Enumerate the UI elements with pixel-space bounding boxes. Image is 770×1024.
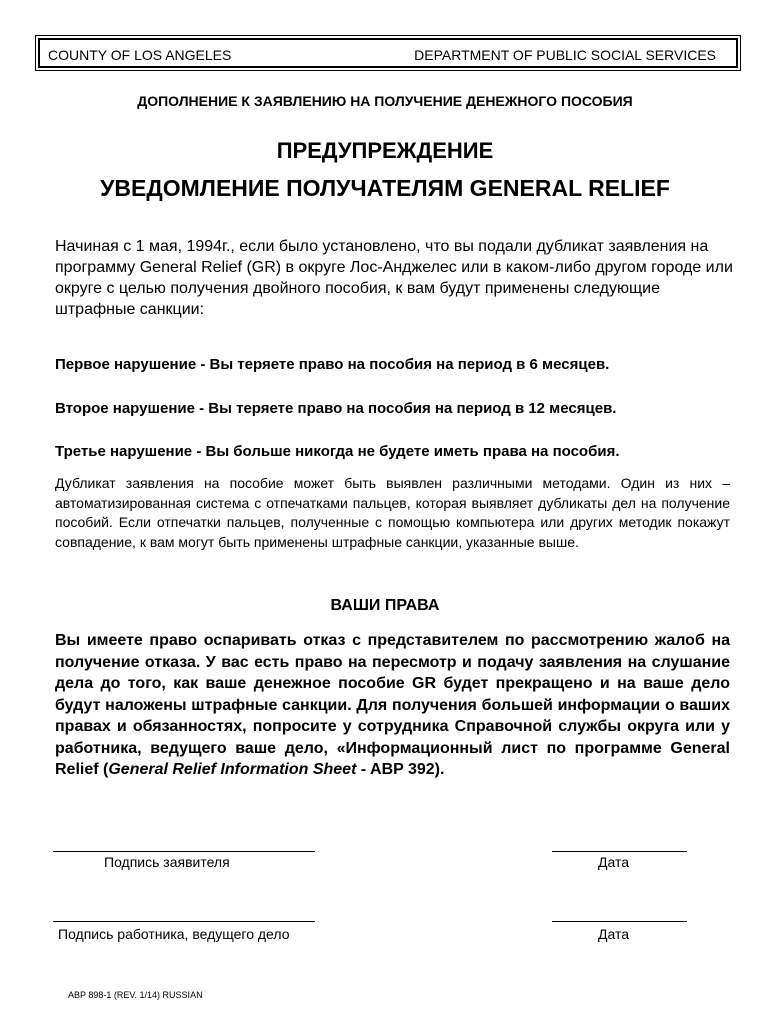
worker-signature-line[interactable] — [53, 921, 315, 922]
rights-italic-text: General Relief Information Sheet - — [108, 761, 367, 778]
warning-title: ПРЕДУПРЕЖДЕНИЕ — [276, 138, 494, 163]
county-name: COUNTY OF LOS ANGELES — [48, 47, 232, 63]
applicant-date-label: Дата — [598, 854, 630, 870]
rights-heading: ВАШИ ПРАВА — [330, 597, 440, 614]
supplement-title: ДОПОЛНЕНИЕ К ЗАЯВЛЕНИЮ НА ПОЛУЧЕНИЕ ДЕНЕЖНОГО ПОСОБИЯ — [137, 93, 633, 109]
notice-title: УВЕДОМЛЕНИЕ ПОЛУЧАТЕЛЯМ GENERAL RELIEF — [100, 175, 670, 201]
worker-date-label: Дата — [598, 926, 630, 942]
worker-signature-label: Подпись работника, ведущего дело — [58, 926, 290, 942]
first-violation: Первое нарушение - Вы теряете право на пособия на период в 6 месяцев. — [55, 356, 610, 373]
worker-date-line[interactable] — [552, 921, 687, 922]
department-name: DEPARTMENT OF PUBLIC SOCIAL SERVICES — [414, 47, 716, 63]
rights-end-text: ABP 392). — [366, 761, 445, 778]
rights-text: Вы имеете право оспаривать отказ с представителем по рассмотрению жалоб на получение отказа. У вас есть право на пересмотр и подачу заявления на слушание дела до того, как ваше денежное пособие GR будет прекращено и на ваше дело будут наложены штрафные санкции. Для получения большей информации о ваших правах и обязанностях, попросите у сотрудника Справочной службы округа или у работника, ведущего ваше дело, «Информационный лист по программе General Relief ( — [55, 632, 730, 778]
third-violation: Третье нарушение - Вы больше никогда не будете иметь права на пособия. — [55, 443, 620, 460]
second-violation: Второе нарушение - Вы теряете право на пособия на период в 12 месяцев. — [55, 400, 617, 417]
intro-paragraph: Начиная с 1 мая, 1994г., если было установлено, что вы подали дубликат заявления на программу General Relief (GR) в округе Лос-Анджелес или в каком-либо другом городе или округе с целью получения двойного пособия, к вам будут применены следующие штрафные санкции: — [55, 238, 733, 318]
applicant-signature-label: Подпись заявителя — [104, 854, 230, 870]
rights-paragraph — [55, 630, 730, 781]
detection-paragraph: Дубликат заявления на пособие может быть выявлен различными методами. Один из них – автоматизированная система с отпечатками пальцев, которая выявляет дубликаты дел на получение пособий. Если отпечатки пальцев, полученные с помощью компьютера или других методик покажут совпадение, к вам могут быть применены штрафные санкции, указанные выше. — [55, 475, 730, 550]
header-box — [38, 38, 738, 68]
form-number: ABP 898-1 (REV. 1/14) RUSSIAN — [68, 990, 203, 1000]
applicant-signature-line[interactable] — [53, 851, 315, 852]
applicant-date-line[interactable] — [552, 851, 687, 852]
